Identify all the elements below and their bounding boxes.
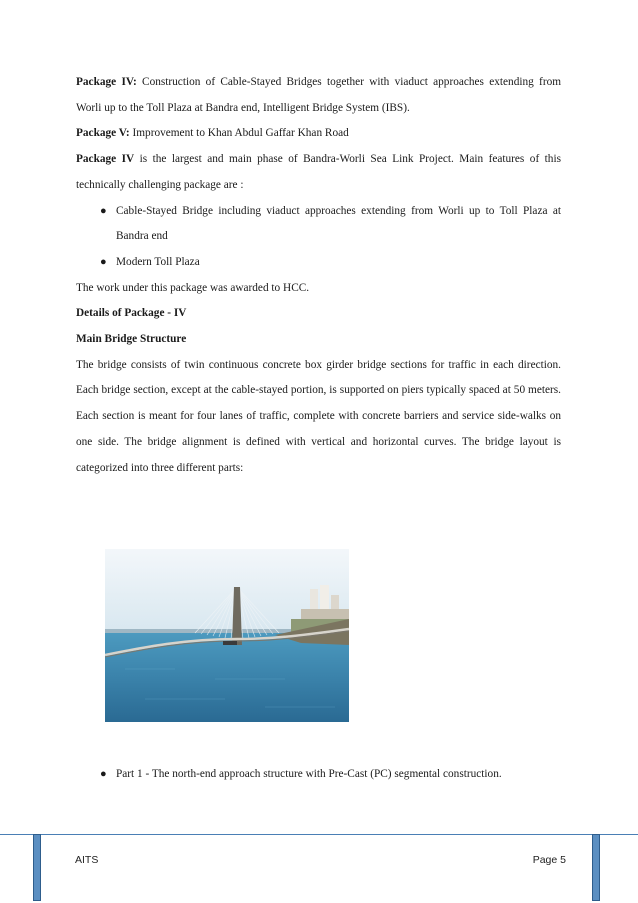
package-v-paragraph	[76, 121, 561, 147]
footer-right-bar	[592, 834, 600, 901]
bridge-photo	[105, 549, 349, 722]
structure-heading: Main Bridge Structure	[76, 333, 187, 346]
package-v-text: Improvement to Khan Abdul Gaffar Khan Road	[132, 127, 349, 140]
list-item	[76, 250, 561, 276]
main-phase-text: is the largest and main phase of Bandra-Worli Sea Link Project. Main features of this technically challenging package are :	[76, 153, 561, 191]
details-heading: Details of Package - IV	[76, 307, 187, 320]
footer-rule	[0, 834, 638, 835]
list-item	[100, 762, 570, 787]
bullet-dot-icon: ●	[100, 204, 107, 217]
bullet-text: Modern Toll Plaza	[116, 255, 200, 268]
bullet-dot-icon: ●	[100, 768, 107, 780]
bullet-text: Cable-Stayed Bridge including viaduct approaches extending from Worli up to Toll Plaza at Bandra end	[116, 204, 561, 243]
page-body	[76, 70, 561, 481]
package-iv-text: Construction of Cable-Stayed Bridges together with viaduct approaches extending from Worli up to the Toll Plaza at Bandra end, Intelligent Bridge System (IBS).	[76, 76, 562, 114]
awarded-paragraph: The work under this package was awarded to HCC.	[76, 281, 310, 294]
bullet-dot-icon: ●	[100, 255, 107, 268]
main-phase-label: Package IV	[76, 153, 135, 166]
package-iv-paragraph	[76, 70, 561, 121]
main-phase-paragraph	[76, 147, 561, 198]
structure-paragraph: The bridge consists of twin continuous concrete box girder bridge sections for traffic in each direction. Each bridge section, except at the cable-stayed portion, is supported on piers typically spaced at 50 meters. Each section is meant for four lanes of traffic, complete with concrete barriers and service side-walks on one side. The bridge alignment is defined with vertical and horizontal curves. The bridge layout is categorized into three different parts:	[76, 358, 561, 474]
package-iv-label: Package IV:	[76, 76, 137, 88]
package-v-label: Package V:	[76, 127, 130, 140]
page-number: Page 5	[532, 854, 566, 866]
list-item	[76, 199, 561, 250]
footer-left-text: AITS	[75, 854, 99, 866]
bullet-text: Part 1 - The north-end approach structure with Pre-Cast (PC) segmental construction.	[116, 768, 502, 780]
footer-left-bar	[33, 834, 41, 901]
